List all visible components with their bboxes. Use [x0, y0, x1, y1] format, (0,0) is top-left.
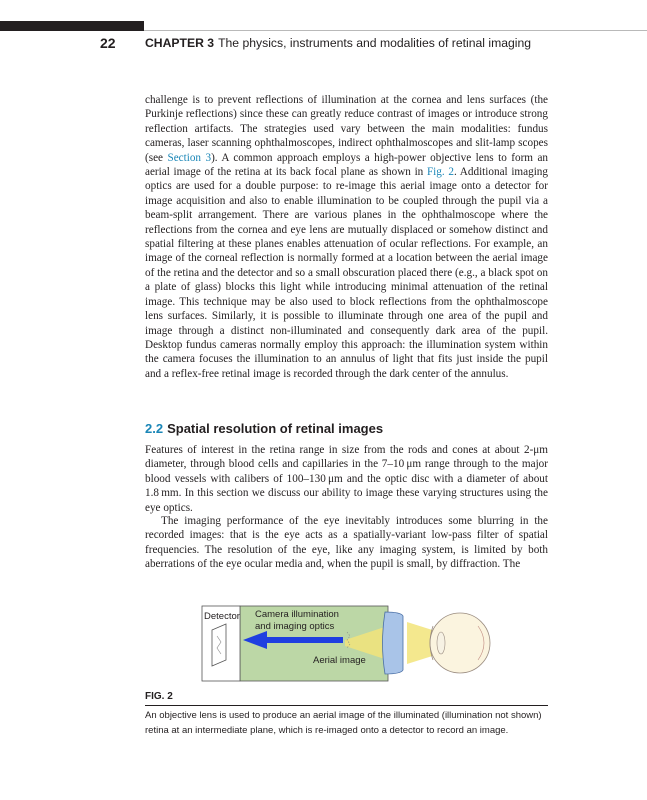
header-bar [0, 21, 144, 31]
chapter-title: The physics, instruments and modalities of retinal imaging [218, 36, 532, 50]
aerial-image-label: Aerial image [313, 655, 366, 666]
section-number: 2.2 [145, 421, 164, 436]
figure-2-diagram [195, 604, 565, 682]
camera-label-line1: Camera illumination [255, 609, 339, 620]
eye-lens [437, 632, 445, 654]
figure-label: FIG. 2 [145, 691, 173, 702]
section-title: Spatial resolution of retinal images [167, 421, 384, 436]
section-heading [145, 421, 383, 436]
section-3-link[interactable]: Section 3 [167, 151, 212, 164]
detector-label: Detector [204, 611, 240, 622]
caption-rule [145, 705, 548, 706]
paragraph-1-part-c: . Additional imaging optics are used for a double purpose: to re-image this aerial image onto a detector for image acquisition and also to enable illumination to be coupled through the pupil via a beam-split arrangement. There are various planes in the ophthalmoscope where the reflections from the cornea and eye lens are mutually displaced or somehow distinct and spatial filtering at these planes enables attenuation of ocular reflections. For example, an image of the corneal reflection is normally formed at a location between the aerial image of the retina and the detector and so a small obscuration placed there (e.g., a black spot on a plate of glass) blocks this light while introducing minimal attenuation of the retinal image. This technique may be also used to block reflections from the ophthalmoscope lens surfaces. Similarly, it is possible to illuminate through one area of the pupil and image through a distinct non-illuminated and consequently dark area of the pupil. Desktop fundus cameras normally employ this approach: the illumination system within the camera focuses the illumination to an annulus of light that fits just inside the pupil and a reflex-free retinal image is recorded through the dark center of the annulus. [145, 166, 548, 380]
chapter-label: CHAPTER 3 [145, 36, 215, 50]
header-rule [144, 30, 647, 31]
arrow-shaft [265, 637, 343, 643]
paragraph-1-part-b: ). A common approach employs a high-power objective lens to form an aerial image of the retina at its back focal plane as shown in [145, 151, 549, 179]
objective-lens [383, 612, 404, 674]
running-header [145, 36, 531, 50]
paragraph-1-part-a: challenge is to prevent reflections of illumination at the cornea and lens surfaces (the Purkinje reflections) since these can greatly reduce contrast of images or introduce strong reflection artifacts. The strategies used vary between the main modalities: fundus cameras, laser scanning ophthalmoscopes, indirect ophthalmoscopes and slit-lamp scopes (see [145, 94, 548, 164]
camera-label-line2: and imaging optics [255, 621, 335, 632]
paragraph-1 [145, 93, 548, 381]
paragraph-2: Features of interest in the retina range in size from the rods and cones at about 2-μm diameter, through blood cells and capillaries in the 7–10 μm range through to the major blood vessels with calibers of 100–130 μm and the optic disc with a diameter of about 1.8 mm. In this section we discuss our ability to image these varying structures using the eye optics. [145, 444, 548, 514]
figure-caption: An objective lens is used to produce an aerial image of the illuminated (illumination not shown) retina at an intermediate plane, which is re-imaged onto a detector to record an image. [145, 710, 542, 736]
paragraph-3: The imaging performance of the eye inevitably introduces some blurring in the recorded images: that is the eye acts as a spatially-variant low-pass filter of spatial frequencies. The resolution of the eye, like any imaging system, is limited by both aberrations of the eye ocular media and, when the pupil is small, by diffraction. The [145, 515, 548, 571]
page-number: 22 [100, 35, 116, 51]
fig-2-link[interactable]: Fig. 2 [426, 166, 454, 179]
